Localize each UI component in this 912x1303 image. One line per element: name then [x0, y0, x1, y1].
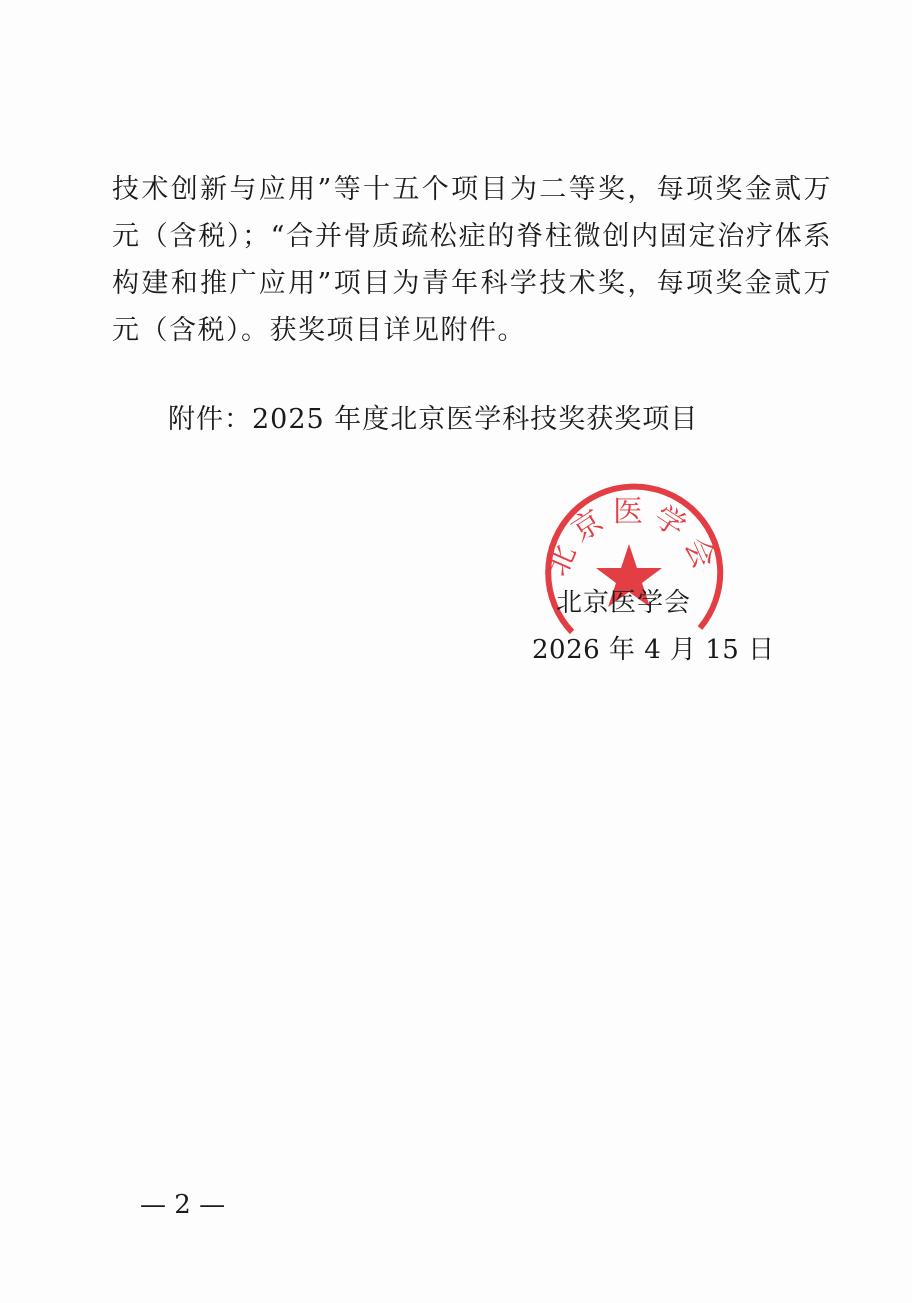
issue-date: 2026 年 4 月 15 日	[532, 635, 775, 665]
signer-name: 北京医学会	[556, 588, 692, 618]
attachment-line: 附件：2025 年度北京医学科技奖获奖项目	[168, 404, 699, 435]
page-number: — 2 —	[140, 1190, 226, 1220]
award-paragraph: 技术创新与应用”等十五个项目为二等奖，每项奖金贰万元（含税）；“合并骨质疏松症的脊柱微创内固定治疗体系构建和推广应用”项目为青年科学技术奖，每项奖金贰万元（含税）。获奖项目详见附件。	[112, 174, 832, 346]
seal-text: 北京医学会	[539, 494, 725, 582]
body-text	[112, 166, 832, 354]
